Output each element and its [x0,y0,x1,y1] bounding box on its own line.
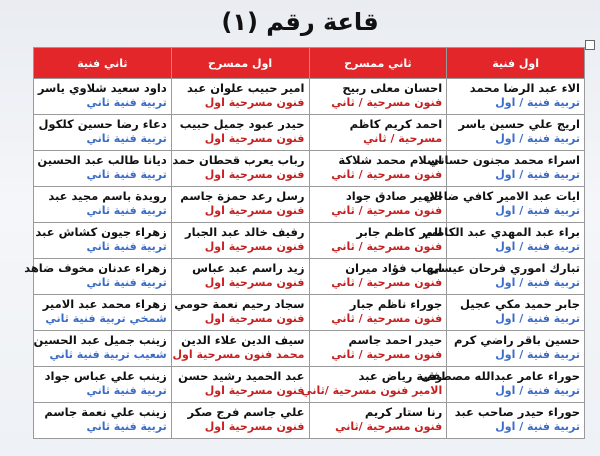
student-name: زينب جميل عبد الحسين [33,333,167,347]
table-cell [34,295,172,331]
student-department: تربية فنية / اول [495,96,580,109]
table-cell [171,223,309,259]
table-cell [447,403,585,439]
student-department: تربية فنية ثاني [86,384,167,397]
table-cell [447,295,585,331]
student-department: تربية فنية / اول [495,276,580,289]
student-department: فنون مسرحية / ثاني [331,240,443,253]
student-department: فنون مسرحية /ثاني [335,420,443,433]
table-cell [24,259,172,295]
table-cell [34,187,172,223]
table-row [34,79,585,115]
student-department: فنون مسرحية / ثاني [331,204,443,217]
student-name: ايات عبد الامير كافي ضاحي [423,189,580,203]
student-name: تبارك اموري فرحان عيسى [429,261,580,275]
table-cell [34,79,172,115]
student-name: عبد الحميد رشيد حسن [178,369,305,383]
student-name: الاء عبد الرضا محمد [469,81,580,95]
student-department: الامير فنون مسرحية /ثاني [301,384,443,397]
table-cell [309,151,447,187]
student-department: تربية فنية / اول [495,312,580,325]
student-name: براء عبد المهدي عبد الكاظم [424,225,580,239]
table-cell [309,223,447,259]
student-department: تربية فنية / اول [495,384,580,397]
table-row [34,187,585,223]
student-department: فنون مسرحية / ثاني [331,96,443,109]
student-name: احسان معلى ربيح [342,81,443,95]
student-department: محمد فنون مسرحية اول [172,348,305,361]
table-cell [34,151,172,187]
student-department: تربية فنية / اول [495,420,580,433]
student-name: رنا ستار كريم [364,405,443,419]
student-name: امير كاظم جابر [356,225,443,239]
student-name: زهراء محمد عبد الامير [42,297,167,311]
student-department: تربية فنية ثاني [86,240,167,253]
student-department: شعيب تربية فنية ثاني [49,348,167,361]
student-department: فنون مسرحية اول [204,204,305,217]
student-name: رويدة باسم مجيد عبد [48,189,167,203]
table-cell [309,295,447,331]
table-cell [309,115,447,151]
table-cell [34,331,172,367]
student-department: تربية فنية / اول [495,240,580,253]
page-title: قاعة رقم (١) [221,8,379,36]
student-name: امير حبيب علوان عبد [187,81,305,95]
table-cell [309,403,447,439]
student-name: رباب يعرب قحطان حمد [172,153,305,167]
student-department: تربية فنية ثاني [86,168,167,181]
student-department: تربية فنية ثاني [86,420,167,433]
student-name: سيف الدين علاء الدين [181,333,305,347]
table-cell [309,79,447,115]
student-name: علي جاسم فرج صكر [187,405,305,419]
resize-handle-icon[interactable] [585,40,595,50]
table-cell [447,331,585,367]
table-cell [171,295,309,331]
student-department: فنون مسرحية اول [204,276,305,289]
student-name: زيد راسم عبد عباس [192,261,305,275]
table-cell [171,403,309,439]
student-name: احمد كريم كاظم [349,117,443,131]
table-cell [309,331,447,367]
table-row [34,151,585,187]
student-department: شمخي تربية فنية ثاني [45,312,167,325]
table-row [34,259,585,295]
table-cell [447,115,585,151]
student-department: تربية فنية / اول [495,132,580,145]
student-name: رقية رياض عبد [358,369,443,383]
table-cell [428,151,585,187]
student-name: زينب علي نعمة جاسم [44,405,167,419]
student-name: اسلام محمد شلاكة [338,153,443,167]
student-department: تربية فنية ثاني [86,132,167,145]
student-name: زهراء جيون كشاش عبد [35,225,167,239]
table-cell [424,223,585,259]
student-name: دعاء رضا حسين كلكول [38,117,167,131]
student-department: تربية فنية ثاني [86,204,167,217]
table-cell [34,367,172,403]
table-row [34,223,585,259]
table-cell [301,367,447,403]
student-name: ديانا طالب عبد الحسين [37,153,167,167]
student-name: سجاد رحيم نعمة حومي [174,297,305,311]
table-row [34,295,585,331]
student-department: فنون مسرحية اول [204,96,305,109]
student-name: حيدر عبود جميل حبيب [179,117,305,131]
student-name: زينب علي عباس جواد [44,369,167,383]
table-row [34,115,585,151]
student-department: فنون مسرحية اول [204,312,305,325]
student-name: رفيف خالد عبد الجبار [185,225,305,239]
student-department: تربية فنية ثاني [86,276,167,289]
table-cell [171,79,309,115]
table-body [24,79,585,439]
table-row [34,331,585,367]
table-cell [447,79,585,115]
column-header: اول فنية [447,48,585,79]
student-name: رسل رعد حمزة جاسم [180,189,305,203]
table-cell [34,115,172,151]
student-name: داود سعيد شلاوي ياسر [37,81,167,95]
table-header-row [34,48,585,79]
table-cell [420,367,585,403]
student-department: تربية فنية / اول [495,204,580,217]
table-row [34,403,585,439]
student-department: فنون مسرحية / ثاني [331,168,443,181]
table-cell [171,259,309,295]
column-header: ثاني فنية [34,48,172,79]
student-department: فنون مسرحية اول [204,168,305,181]
student-name: حسين باقر راضي كرم [454,333,580,347]
table-cell [34,403,172,439]
student-department: فنون مسرحية اول [204,420,305,433]
table-cell [309,187,447,223]
student-name: اسراء محمد مجنون حساني [428,153,580,167]
student-name: حوراء حيدر صاحب عبد [454,405,580,419]
column-header: اول ممسرح [171,48,309,79]
student-department: فنون مسرحية اول [204,132,305,145]
student-name: زهراء عدنان مخوف ضاهد [24,261,167,275]
student-department: تربية فنية ثاني [86,96,167,109]
table-cell [309,259,447,295]
table-row [34,367,585,403]
student-name: الامير صادق جواد [345,189,443,203]
table-cell [171,331,309,367]
students-table [24,47,585,439]
student-department: تربية فنية / اول [495,348,580,361]
student-name: اريج علي حسين ياسر [458,117,580,131]
table-cell [34,223,172,259]
table-cell [171,187,309,223]
student-name: جوراء ناظم جبار [349,297,443,311]
student-name: ايهاب فؤاد ميران [345,261,443,275]
student-department: فنون مسرحية / ثاني [331,348,443,361]
student-name: جابر حميد مكي عجيل [460,297,580,311]
table-cell [171,367,309,403]
table-cell [429,259,585,295]
student-department: فنون مسرحية اول [204,240,305,253]
column-header: ثاني ممسرح [309,48,447,79]
student-name: حوراء عامر عبدالله مصطفى [420,369,580,383]
table-cell [171,151,309,187]
student-department: تربية فنية / اول [495,168,580,181]
student-department: مسرحية / ثاني [363,132,443,145]
student-department: فنون مسرحية / ثاني [331,312,443,325]
student-name: حيدر احمد جاسم [348,333,443,347]
table-cell [423,187,585,223]
table-cell [171,115,309,151]
student-department: فنون مسرحية اول [204,384,305,397]
student-department: فنون مسرحية / ثاني [331,276,443,289]
